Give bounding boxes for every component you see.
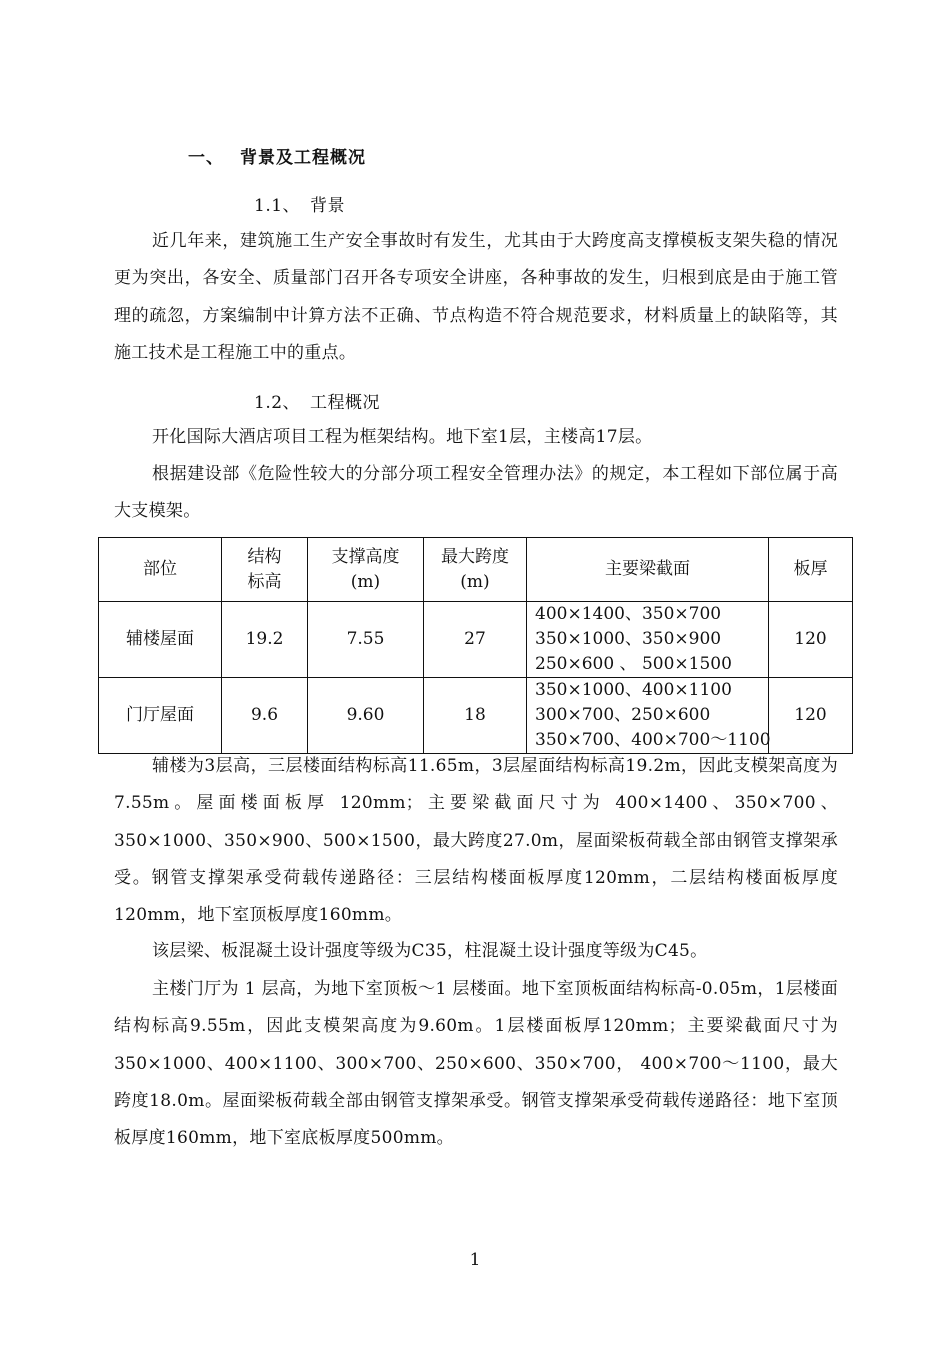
- paragraph-background: 近几年来，建筑施工生产安全事故时有发生，尤其由于大跨度高支撑模板支架失稳的情况更为突出，各安全、质量部门召开各专项安全讲座，各种事故的发生，归根到底是由于施工管理的疏忽，方案编制中计算方法不正确、节点构造不符合规范要求，材料质量上的缺陷等，其施工技术是工程施工中的重点。: [114, 231, 838, 363]
- header-line: (m): [350, 571, 381, 592]
- cell-slab-thickness: 120: [769, 678, 853, 754]
- beam-line: 250×600 、 500×1500: [535, 654, 732, 674]
- header-main-beam-section: 主要梁截面: [527, 538, 769, 602]
- section-number: 一、: [188, 148, 224, 168]
- subsection-heading-overview: [254, 388, 380, 413]
- header-part: 部位: [99, 538, 222, 602]
- paragraph-annex-building: 辅楼为3层高，三层楼面结构标高11.65m，3层屋面结构标高19.2m，因此支模架高度为 7.55m。屋面楼面板厚 120mm；主要梁截面尺寸为 400×1400、350×700、350×1000、350×900、500×1500，最大跨度27.0m，屋面梁板荷载全部由钢管支撑架承受。钢管支撑架承受荷载传递路径：三层结构楼面板厚度120mm，二层结构楼面板厚度120mm，地下室顶板厚度160mm。: [114, 756, 838, 926]
- cell-beam-sections: [527, 678, 769, 754]
- beam-line: 300×700、250×600: [535, 705, 711, 725]
- header-line: (m): [460, 571, 490, 592]
- header-line: 最大跨度: [441, 546, 509, 567]
- header-line: 标高: [247, 571, 282, 592]
- cell-part: 辅楼屋面: [99, 602, 222, 678]
- section-heading: [188, 143, 366, 168]
- cell-slab-thickness: 120: [769, 602, 853, 678]
- paragraph-regulation: 根据建设部《危险性较大的分部分项工程安全管理办法》的规定，本工程如下部位属于高大支模架。: [114, 464, 838, 522]
- subsection-number: 1.1、: [254, 196, 301, 216]
- beam-line: 400×1400、350×700: [535, 604, 722, 624]
- header-structure-elevation: [222, 538, 308, 602]
- subsection-number: 1.2、: [254, 393, 301, 413]
- subsection-title: 工程概况: [310, 393, 381, 413]
- header-slab-thickness: 板厚: [769, 538, 853, 602]
- table-row: [99, 602, 853, 678]
- table-header-row: [99, 538, 853, 602]
- header-max-span: [424, 538, 527, 602]
- cell-max-span: 18: [424, 678, 527, 754]
- cell-elevation: 19.2: [222, 602, 308, 678]
- section-title: 背景及工程概况: [240, 148, 366, 168]
- cell-beam-sections: [527, 602, 769, 678]
- paragraph-concrete-grade: 该层梁、板混凝土设计强度等级为C35，柱混凝土设计强度等级为C45。: [152, 941, 708, 961]
- subsection-title: 背景: [310, 196, 346, 216]
- header-line: 结构: [247, 546, 282, 567]
- cell-support-height: 7.55: [308, 602, 424, 678]
- header-line: 支撑高度: [331, 546, 400, 567]
- cell-max-span: 27: [424, 602, 527, 678]
- formwork-spec-table: [98, 537, 853, 754]
- paragraph-project-intro: 开化国际大酒店项目工程为框架结构。地下室1层，主楼高17层。: [152, 427, 653, 447]
- header-support-height: [308, 538, 424, 602]
- cell-part: 门厅屋面: [99, 678, 222, 754]
- beam-line: 350×1000、350×900: [535, 629, 722, 649]
- paragraph-lobby: 主楼门厅为 1 层高，为地下室顶板～1 层楼面。地下室顶板面结构标高-0.05m，1层楼面结构标高9.55m，因此支模架高度为9.60m。1层楼面板厚120mm；主要梁截面尺寸为350×1000、400×1100、300×700、250×600、350×700， 400×700～1100，最大跨度18.0m。屋面梁板荷载全部由钢管支撑架承受。钢管支撑架承受荷载传递路径：地下室顶板厚度160mm，地下室底板厚度500mm。: [114, 979, 838, 1149]
- cell-elevation: 9.6: [222, 678, 308, 754]
- beam-line: 350×700、400×700～1100: [535, 730, 771, 750]
- table-row: [99, 678, 853, 754]
- subsection-heading-background: [254, 191, 345, 216]
- beam-line: 350×1000、400×1100: [535, 680, 732, 700]
- cell-support-height: 9.60: [308, 678, 424, 754]
- page-number: 1: [469, 1250, 481, 1270]
